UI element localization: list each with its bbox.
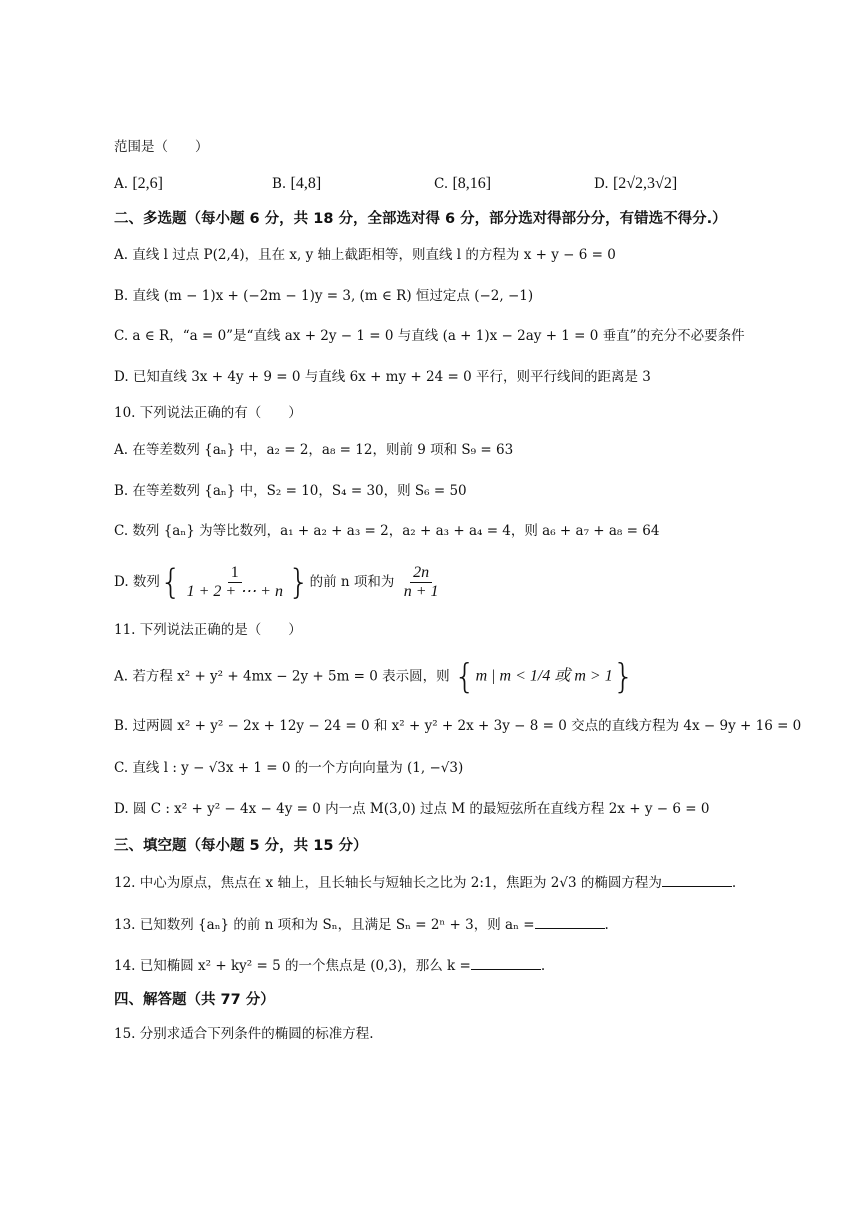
q9-option-a: A. 直线 l 过点 P(2,4)，且在 x, y 轴上截距相等，则直线 l 的方程为 x + y − 6 = 0 xyxy=(114,247,616,263)
section-answer-heading: 四、解答题（共 77 分） xyxy=(114,992,275,1008)
q13: 13. 已知数列 {aₙ} 的前 n 项和为 Sₙ，且满足 Sₙ = 2ⁿ + 3，则 aₙ = . xyxy=(114,914,609,935)
q11-option-c: C. 直线 l : y − √3x + 1 = 0 的一个方向向量为 (1, −√3) xyxy=(114,760,464,776)
q11-option-d: D. 圆 C : x² + y² − 4x − 4y = 0 内一点 M(3,0) 过点 M 的最短弦所在直线方程 2x + y − 6 = 0 xyxy=(114,801,710,817)
section-fill-blank-heading: 三、填空题（每小题 5 分，共 15 分） xyxy=(114,838,368,854)
q11-option-a: A. 若方程 x² + y² + 4mx − 2y + 5m = 0 表示圆，则 {m | m < 1/4 或 m > 1} xyxy=(114,657,635,697)
q10-d-fraction: $\frac{1}{1 + 2 + \cdots + n}$ xyxy=(186,564,283,600)
q8-option-b: B. [4,8] xyxy=(272,175,322,192)
section-multi-choice-heading: 二、多选题（每小题 6 分，共 18 分，全部选对得 6 分，部分选对得部分分，有错选不得分.） xyxy=(114,211,727,227)
q8-option-d: D. [2√2,3√2] xyxy=(594,175,678,192)
q11-option-b: B. 过两圆 x² + y² − 2x + 12y − 24 = 0 和 x² + y² + 2x + 3y − 8 = 0 交点的直线方程为 4x − 9y + 16 = 0 xyxy=(114,718,802,734)
q11-stem: 11. 下列说法正确的是（ ） xyxy=(114,622,302,638)
q13-answer-blank[interactable] xyxy=(535,914,605,929)
q12: 12. 中心为原点，焦点在 x 轴上，且长轴长与短轴长之比为 2:1，焦距为 2√3 的椭圆方程为 . xyxy=(114,872,736,893)
q12-answer-blank[interactable] xyxy=(662,872,732,887)
q14-answer-blank[interactable] xyxy=(471,955,541,970)
q10-option-d: D. 数列{ $\frac{1}{1 + 2 + \cdots + n}$ }的前 n 项和为 $\frac{2n}{n + 1}$ xyxy=(114,562,443,602)
q10-option-a: A. 在等差数列 {aₙ} 中，a₂ = 2，a₈ = 12，则前 9 项和 S₉ = 63 xyxy=(114,442,514,458)
q10-stem: 10. 下列说法正确的有（ ） xyxy=(114,405,302,421)
q9-option-b: B. 直线 (m − 1)x + (−2m − 1)y = 3, (m ∈ R) 恒过定点 (−2, −1) xyxy=(114,288,534,304)
q8-option-a: A. [2,6] xyxy=(114,175,163,192)
q10-d-sum-fraction: $\frac{2n}{n + 1}$ xyxy=(403,564,439,600)
q9-option-c: C. a ∈ R，“a = 0”是“直线 ax + 2y − 1 = 0 与直线 (a + 1)x − 2ay + 1 = 0 垂直”的充分不必要条件 xyxy=(114,328,745,344)
q10-option-b: B. 在等差数列 {aₙ} 中，S₂ = 10，S₄ = 30，则 S₆ = 50 xyxy=(114,483,467,499)
q15-stem: 15. 分别求适合下列条件的椭圆的标准方程. xyxy=(114,1026,374,1042)
q14: 14. 已知椭圆 x² + ky² = 5 的一个焦点是 (0,3)，那么 k = . xyxy=(114,955,545,976)
q10-option-c: C. 数列 {aₙ} 为等比数列，a₁ + a₂ + a₃ = 2，a₂ + a₃ + a₄ = 4，则 a₆ + a₇ + a₈ = 64 xyxy=(114,523,660,539)
q8-option-c: C. [8,16] xyxy=(434,175,492,192)
q9-option-d: D. 已知直线 3x + 4y + 9 = 0 与直线 6x + my + 24 = 0 平行，则平行线间的距离是 3 xyxy=(114,369,651,385)
q8-stem-tail: 范围是（ ） xyxy=(114,139,209,155)
